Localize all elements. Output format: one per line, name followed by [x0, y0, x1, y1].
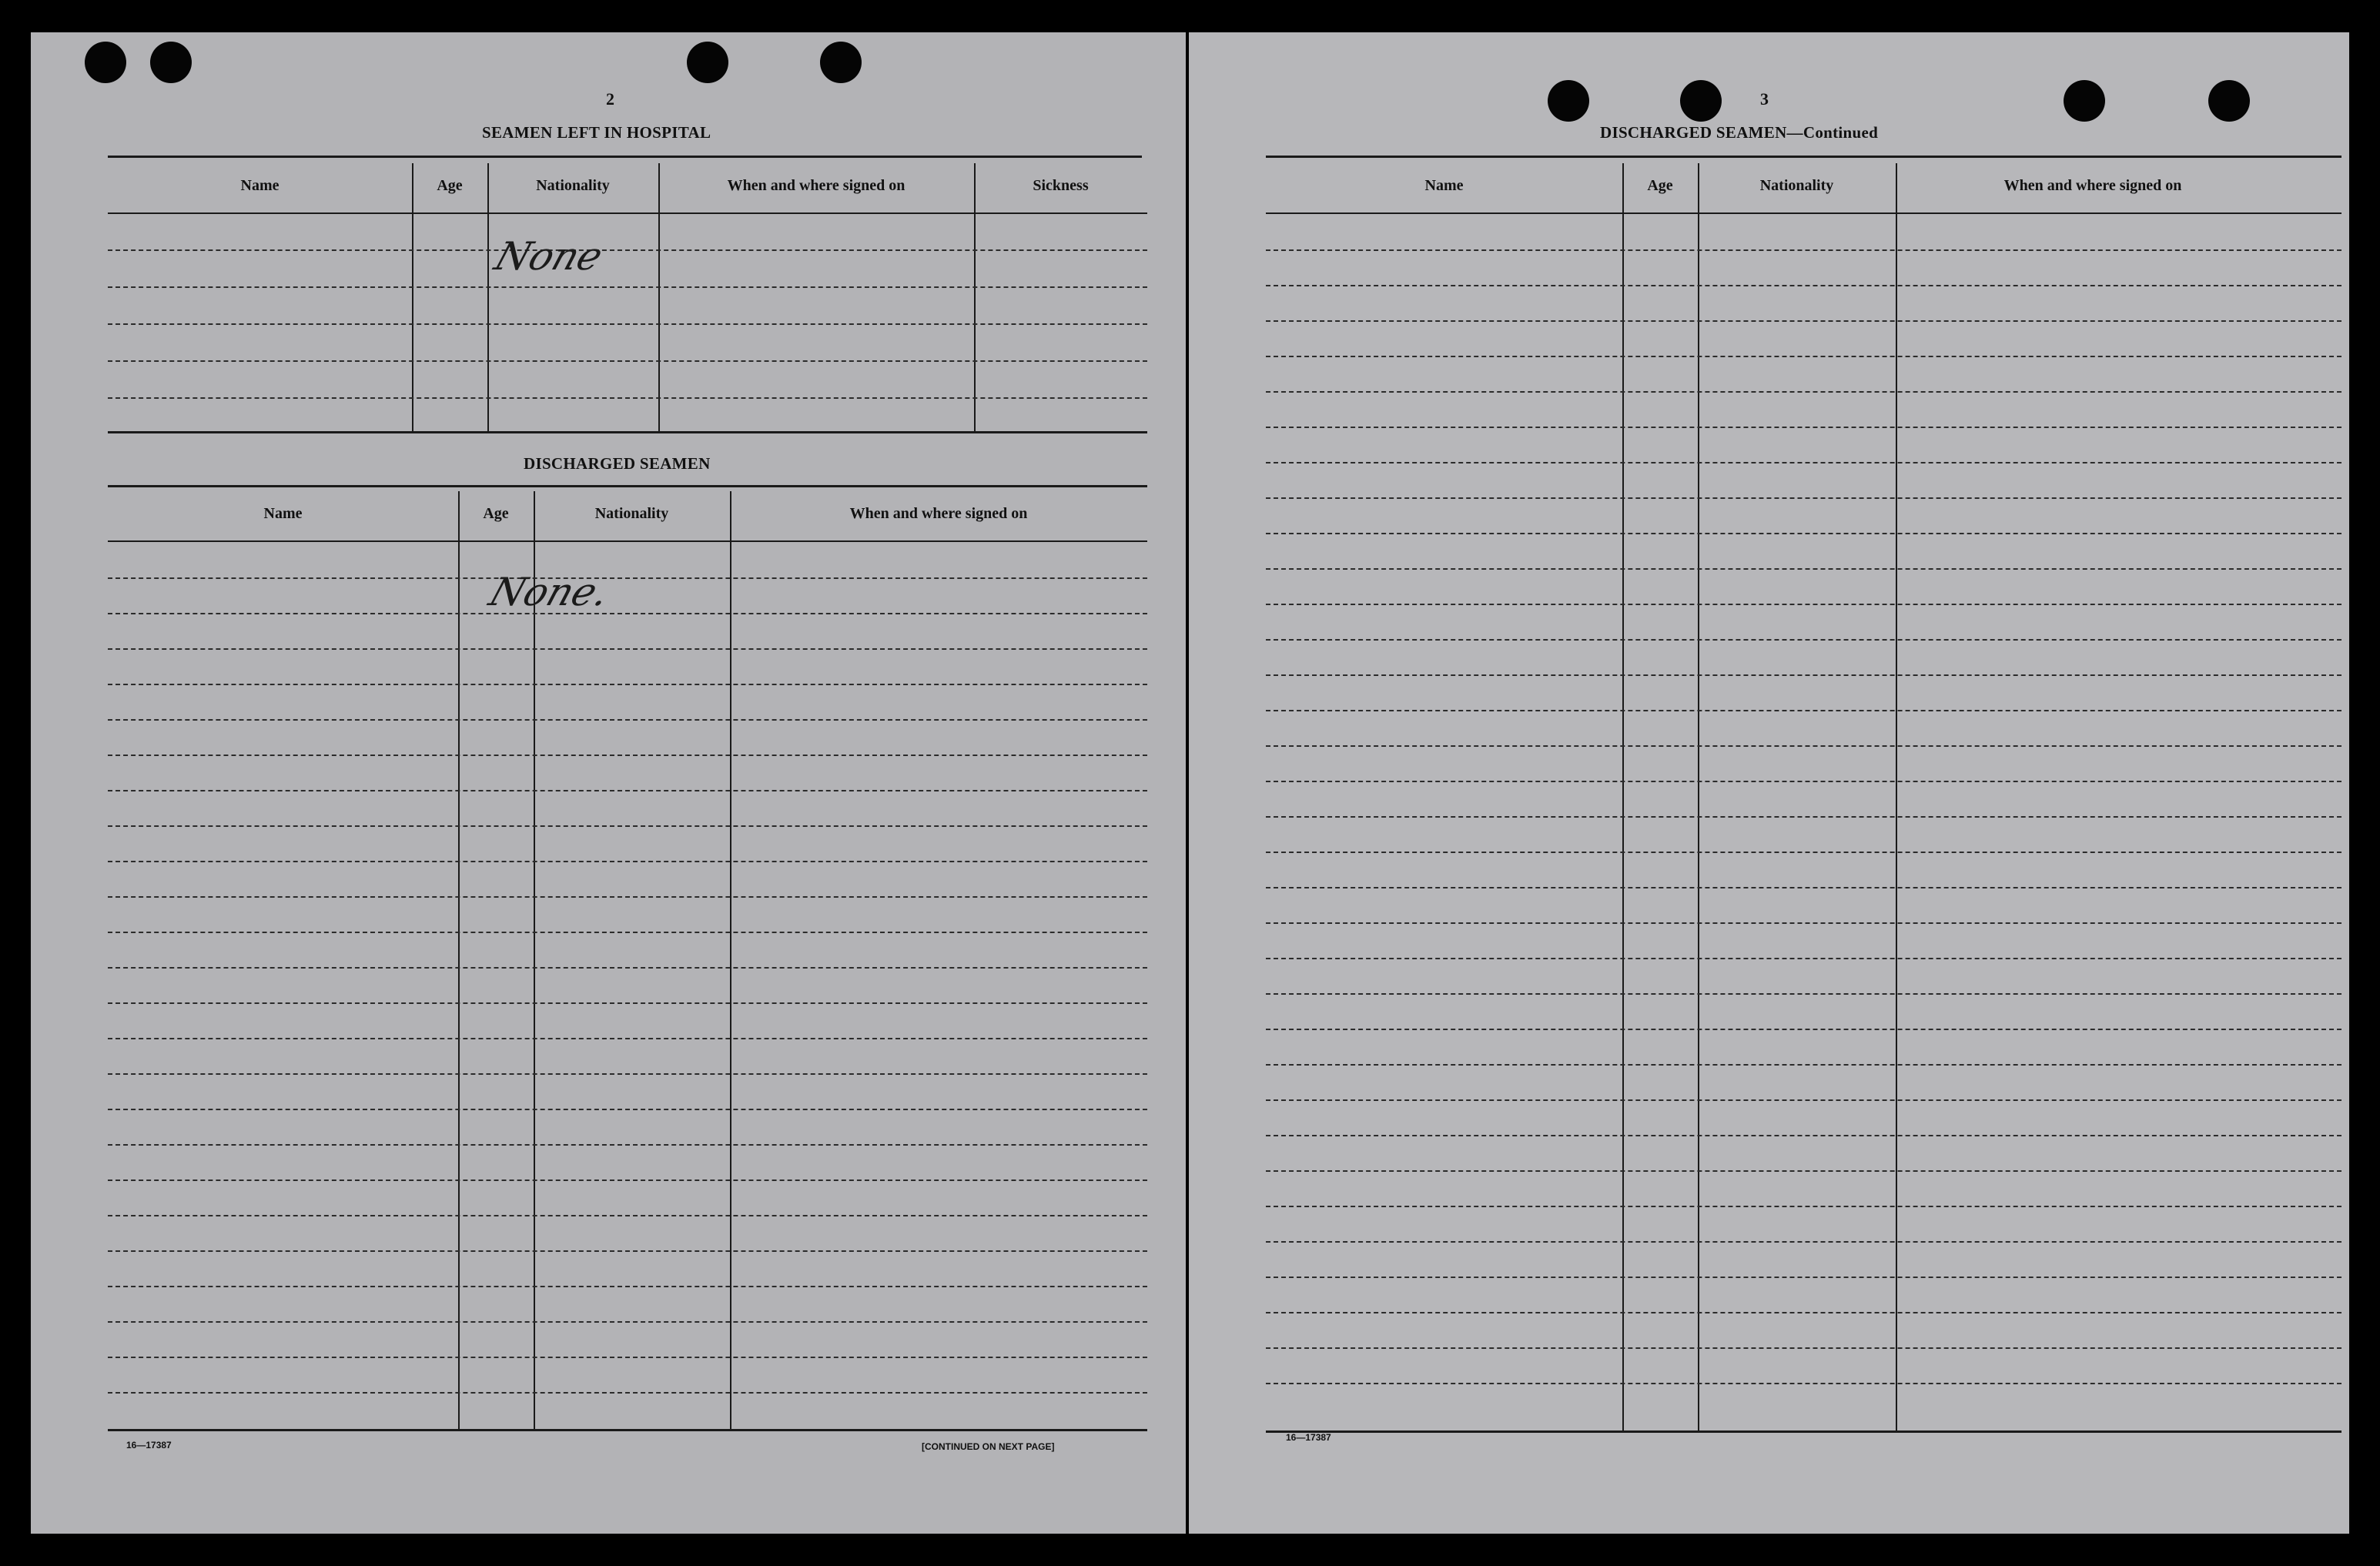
- entry-line: [108, 249, 1147, 251]
- title-rule: [1266, 156, 2342, 158]
- entry-line: [1266, 1064, 2342, 1066]
- column-divider: [730, 491, 731, 1429]
- entry-line: [1266, 639, 2342, 641]
- right-page: [1189, 32, 2349, 1534]
- column-header-sickness: Sickness: [1033, 177, 1089, 194]
- column-header-signed-on: When and where signed on: [2003, 177, 2182, 194]
- punch-hole: [2064, 80, 2105, 122]
- entry-line: [1266, 887, 2342, 888]
- column-header-name: Name: [263, 505, 303, 522]
- entry-line: [1266, 391, 2342, 393]
- column-header-name: Name: [1424, 177, 1464, 194]
- entry-line: [108, 932, 1147, 933]
- entry-line: [108, 397, 1147, 399]
- punch-hole: [687, 42, 728, 83]
- entry-line: [1266, 993, 2342, 995]
- entry-line: [1266, 1029, 2342, 1030]
- punch-hole: [150, 42, 192, 83]
- title-rule: [108, 156, 1142, 158]
- entry-line: [1266, 781, 2342, 782]
- entry-line: [108, 1357, 1147, 1358]
- punch-hole: [2208, 80, 2250, 122]
- column-divider: [412, 163, 413, 433]
- form-number: 16—17387: [1286, 1432, 1331, 1443]
- form-number: 16—17387: [126, 1440, 172, 1451]
- column-header-signed-on: When and where signed on: [727, 177, 905, 194]
- entry-line: [108, 967, 1147, 969]
- hospital-section-title: SEAMEN LEFT IN HOSPITAL: [482, 123, 711, 142]
- table-bottom-rule: [108, 1429, 1147, 1431]
- entry-line: [108, 360, 1147, 362]
- entry-line: [108, 896, 1147, 898]
- entry-line: [108, 1250, 1147, 1252]
- page-number: 2: [606, 89, 614, 109]
- entry-line: [1266, 1383, 2342, 1384]
- entry-line: [1266, 958, 2342, 959]
- entry-line: [1266, 533, 2342, 534]
- entry-line: [108, 825, 1147, 827]
- entry-line: [1266, 427, 2342, 428]
- column-header-nationality: Nationality: [536, 177, 610, 194]
- entry-line: [1266, 1241, 2342, 1243]
- column-header-age: Age: [483, 505, 509, 522]
- entry-line: [1266, 816, 2342, 818]
- table-bottom-rule: [108, 431, 1147, 433]
- column-divider: [658, 163, 660, 433]
- column-header-age: Age: [1647, 177, 1673, 194]
- punch-hole: [1680, 80, 1722, 122]
- column-divider: [974, 163, 976, 433]
- entry-line: [108, 648, 1147, 650]
- header-rule: [108, 212, 1147, 214]
- discharged-table: [108, 491, 1147, 1429]
- entry-line: [1266, 285, 2342, 286]
- entry-line: [108, 1180, 1147, 1181]
- punch-hole: [1548, 80, 1589, 122]
- page-number: 3: [1760, 89, 1769, 109]
- header-rule: [1266, 212, 2342, 214]
- entry-line: [1266, 356, 2342, 357]
- entry-line: [108, 1073, 1147, 1075]
- handwritten-none-discharged: None.: [484, 570, 615, 614]
- header-rule: [108, 540, 1147, 542]
- entry-line: [1266, 1206, 2342, 1207]
- entry-line: [108, 1321, 1147, 1323]
- entry-line: [108, 790, 1147, 791]
- discharged-continued-title: DISCHARGED SEAMEN—Continued: [1600, 123, 1879, 142]
- entry-line: [108, 1286, 1147, 1287]
- entry-line: [1266, 1099, 2342, 1101]
- column-header-age: Age: [437, 177, 463, 194]
- entry-line: [108, 1392, 1147, 1394]
- entry-line: [1266, 568, 2342, 570]
- column-header-nationality: Nationality: [1759, 177, 1834, 194]
- entry-line: [108, 286, 1147, 288]
- entry-line: [108, 1144, 1147, 1146]
- column-header-signed-on: When and where signed on: [849, 505, 1028, 522]
- handwritten-none-hospital: None: [489, 234, 609, 279]
- entry-line: [1266, 852, 2342, 853]
- left-page: [31, 32, 1186, 1534]
- entry-line: [108, 1038, 1147, 1039]
- entry-line: [1266, 249, 2342, 251]
- entry-line: [108, 684, 1147, 685]
- discharged-section-title: DISCHARGED SEAMEN: [524, 454, 711, 473]
- column-header-nationality: Nationality: [594, 505, 669, 522]
- hospital-table: [108, 163, 1147, 433]
- entry-line: [108, 1002, 1147, 1004]
- title-rule: [108, 485, 1147, 487]
- entry-line: [108, 1109, 1147, 1110]
- entry-line: [1266, 497, 2342, 499]
- entry-line: [1266, 462, 2342, 463]
- entry-line: [1266, 710, 2342, 711]
- punch-hole: [820, 42, 862, 83]
- bleed-through-text: [69, 67, 76, 99]
- entry-line: [1266, 674, 2342, 676]
- entry-line: [108, 861, 1147, 862]
- entry-line: [1266, 1347, 2342, 1349]
- entry-line: [108, 1215, 1147, 1216]
- column-divider: [458, 491, 460, 1429]
- entry-line: [108, 755, 1147, 756]
- entry-line: [108, 613, 1147, 614]
- entry-line: [1266, 1277, 2342, 1278]
- entry-line: [1266, 922, 2342, 924]
- column-header-name: Name: [240, 177, 280, 194]
- entry-line: [1266, 1170, 2342, 1172]
- entry-line: [108, 323, 1147, 325]
- entry-line: [1266, 745, 2342, 747]
- column-divider: [534, 491, 535, 1429]
- entry-line: [1266, 1312, 2342, 1313]
- entry-line: [108, 719, 1147, 721]
- continued-note: [CONTINUED ON NEXT PAGE]: [922, 1441, 1055, 1452]
- entry-line: [108, 577, 1147, 579]
- discharged-continued-table: [1266, 163, 2342, 1430]
- entry-line: [1266, 1135, 2342, 1136]
- column-divider: [487, 163, 489, 433]
- table-bottom-rule: [1266, 1430, 2342, 1433]
- entry-line: [1266, 604, 2342, 605]
- entry-line: [1266, 320, 2342, 322]
- punch-hole: [85, 42, 126, 83]
